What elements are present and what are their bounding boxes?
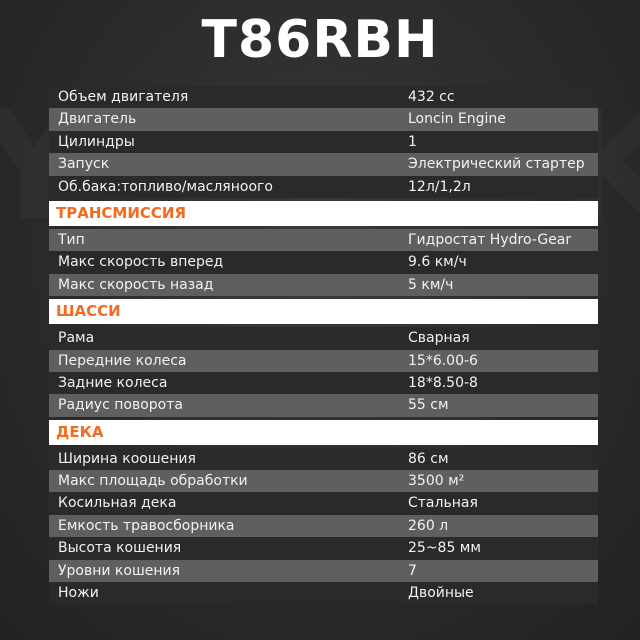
spec-value: 1 bbox=[408, 133, 417, 150]
spec-row bbox=[49, 394, 598, 416]
spec-value: 12л/1,2л bbox=[408, 178, 471, 195]
spec-row bbox=[49, 153, 598, 175]
spec-key: Емкость травосборника bbox=[58, 517, 235, 534]
spec-row bbox=[49, 229, 598, 251]
spec-key: Ширина коошения bbox=[58, 450, 196, 467]
spec-value: 432 сс bbox=[408, 89, 455, 105]
spec-key: Ножи bbox=[58, 585, 99, 602]
spec-row bbox=[49, 108, 598, 130]
spec-key: Тип bbox=[58, 231, 85, 248]
section-header-deck: ДЕКА bbox=[49, 420, 598, 445]
spec-row bbox=[49, 350, 598, 372]
section-header-transmission: ТРАНСМИССИЯ bbox=[49, 201, 598, 226]
section-header-chassis: ШАССИ bbox=[49, 299, 598, 324]
spec-row bbox=[49, 251, 598, 273]
spec-key: Макс скорость назад bbox=[58, 276, 214, 293]
spec-row bbox=[49, 537, 598, 559]
spec-row bbox=[49, 131, 598, 153]
spec-row bbox=[49, 492, 598, 514]
spec-value: 25~85 мм bbox=[408, 540, 481, 557]
spec-value: Стальная bbox=[408, 495, 478, 512]
spec-key: Двигатель bbox=[58, 111, 137, 128]
spec-row bbox=[49, 560, 598, 582]
spec-row bbox=[49, 327, 598, 349]
spec-key: Макс площадь обработки bbox=[58, 473, 248, 490]
spec-value: 15*6.00-6 bbox=[408, 352, 478, 369]
spec-row bbox=[49, 470, 598, 492]
spec-row bbox=[49, 176, 598, 198]
spec-value: 55 см bbox=[408, 397, 449, 414]
spec-value: 3500 м² bbox=[408, 473, 465, 490]
spec-value: Двойные bbox=[408, 585, 474, 602]
spec-row bbox=[49, 86, 598, 108]
spec-row bbox=[49, 372, 598, 394]
spec-value: 260 л bbox=[408, 517, 449, 534]
spec-row bbox=[49, 274, 598, 296]
spec-key: Объем двигателя bbox=[58, 89, 189, 105]
spec-key: Радиус поворота bbox=[58, 397, 183, 414]
spec-key: Передние колеса bbox=[58, 352, 187, 369]
spec-value: 5 км/ч bbox=[408, 276, 454, 293]
page-title: T86RBH bbox=[201, 10, 439, 70]
spec-value: 18*8.50-8 bbox=[408, 374, 478, 391]
spec-key: Задние колеса bbox=[58, 374, 168, 391]
spec-key: Запуск bbox=[58, 156, 110, 173]
spec-value: Электрический стартер bbox=[408, 156, 585, 173]
spec-value: 86 см bbox=[408, 450, 449, 467]
spec-key: Уровни кошения bbox=[58, 562, 181, 579]
spec-row bbox=[49, 515, 598, 537]
spec-key: Макс скорость вперед bbox=[58, 254, 224, 271]
spec-table bbox=[49, 86, 598, 604]
spec-key: Рама bbox=[58, 330, 95, 347]
spec-row bbox=[49, 582, 598, 604]
spec-key: Цилиндры bbox=[58, 133, 135, 150]
spec-value: Сварная bbox=[408, 330, 470, 347]
spec-value: 9.6 км/ч bbox=[408, 254, 467, 271]
spec-value: Гидростат Hydro-Gear bbox=[408, 231, 572, 248]
spec-value: Loncin Engine bbox=[408, 111, 506, 128]
spec-key: Высота кошения bbox=[58, 540, 182, 557]
spec-row bbox=[49, 448, 598, 470]
spec-key: Косильная дека bbox=[58, 495, 177, 512]
spec-key: Об.бака:топливо/масляноого bbox=[58, 178, 273, 195]
spec-value: 7 bbox=[408, 562, 417, 579]
